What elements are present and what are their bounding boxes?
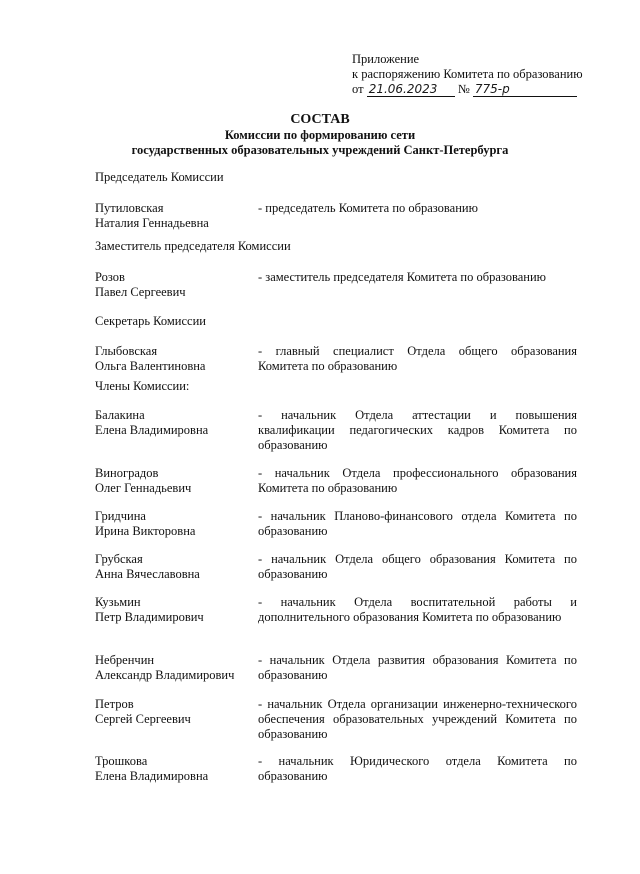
surname: Петров xyxy=(95,697,134,711)
given-name: Павел Сергеевич xyxy=(95,285,186,299)
appendix-reference: к распоряжению Комитета по образованию xyxy=(352,67,583,81)
member-name xyxy=(95,595,255,625)
member-role: - начальник Отдела организации инженерно-технического обеспечения образовательных учреждений Комитета по образованию xyxy=(258,697,577,741)
member-role: - начальник Отдела аттестации и повышения квалификации педагогических кадров Комитета по образованию xyxy=(258,408,577,452)
title-line-3: государственных образовательных учреждений Санкт-Петербурга xyxy=(131,143,509,157)
member-role: - начальник Отдела профессионального образования Комитета по образованию xyxy=(258,466,577,495)
secretary-role: - главный специалист Отдела общего образования Комитета по образованию xyxy=(258,344,577,373)
surname: Гридчина xyxy=(95,509,146,523)
surname: Балакина xyxy=(95,408,145,422)
title-main: СОСТАВ xyxy=(290,112,350,127)
member-name xyxy=(95,653,255,683)
member-role: - начальник Юридического отдела Комитета по образованию xyxy=(258,754,577,783)
surname: Трошкова xyxy=(95,754,148,768)
member-name xyxy=(95,552,255,582)
number-sign: № xyxy=(457,82,470,96)
deputy-role: - заместитель председателя Комитета по образованию xyxy=(258,270,547,284)
chair-role: - председатель Комитета по образованию xyxy=(258,201,478,215)
given-name: Анна Вячеславовна xyxy=(95,567,200,581)
given-name: Сергей Сергеевич xyxy=(95,712,191,726)
from-prefix: от xyxy=(352,82,364,96)
deputy-name xyxy=(95,270,255,300)
number-field xyxy=(473,83,577,97)
title-line-2: Комиссии по формированию сети xyxy=(224,128,416,142)
given-name: Петр Владимирович xyxy=(95,610,204,624)
member-role: - начальник Отдела воспитательной работы и дополнительного образования Комитета по образованию xyxy=(258,595,577,624)
member-name xyxy=(95,509,255,539)
given-name: Александр Владимирович xyxy=(95,668,235,682)
surname: Кузьмин xyxy=(95,595,141,609)
given-name: Олег Геннадьевич xyxy=(95,481,192,495)
surname: Грубская xyxy=(95,552,143,566)
surname: Путиловская xyxy=(95,201,164,215)
surname: Виноградов xyxy=(95,466,159,480)
handwritten-number: 775-р xyxy=(474,82,510,96)
given-name: Ирина Викторовна xyxy=(95,524,196,538)
member-role: - начальник Планово-финансового отдела Комитета по образованию xyxy=(258,509,577,538)
document-title xyxy=(0,112,640,158)
section-chair-heading: Председатель Комиссии xyxy=(95,170,224,184)
given-name: Наталия Геннадьевна xyxy=(95,216,209,230)
section-members-heading: Члены Комиссии: xyxy=(95,379,190,393)
surname: Розов xyxy=(95,270,125,284)
member-name xyxy=(95,754,255,784)
member-role: - начальник Отдела развития образования Комитета по образованию xyxy=(258,653,577,682)
surname: Небренчин xyxy=(95,653,155,667)
section-deputy-heading: Заместитель председателя Комиссии xyxy=(95,239,291,253)
chair-name xyxy=(95,201,255,231)
member-role: - начальник Отдела общего образования Комитета по образованию xyxy=(258,552,577,581)
member-name xyxy=(95,466,255,496)
handwritten-date: 21.06.2023 xyxy=(368,82,438,96)
date-field xyxy=(367,83,455,97)
appendix-header xyxy=(352,52,583,97)
appendix-date-line xyxy=(352,82,583,97)
given-name: Елена Владимировна xyxy=(95,769,209,783)
member-name xyxy=(95,408,255,438)
appendix-title: Приложение xyxy=(352,52,420,66)
member-name xyxy=(95,697,255,727)
secretary-name xyxy=(95,344,255,374)
given-name: Ольга Валентиновна xyxy=(95,359,206,373)
section-secretary-heading: Секретарь Комиссии xyxy=(95,314,206,328)
given-name: Елена Владимировна xyxy=(95,423,209,437)
surname: Глыбовская xyxy=(95,344,158,358)
